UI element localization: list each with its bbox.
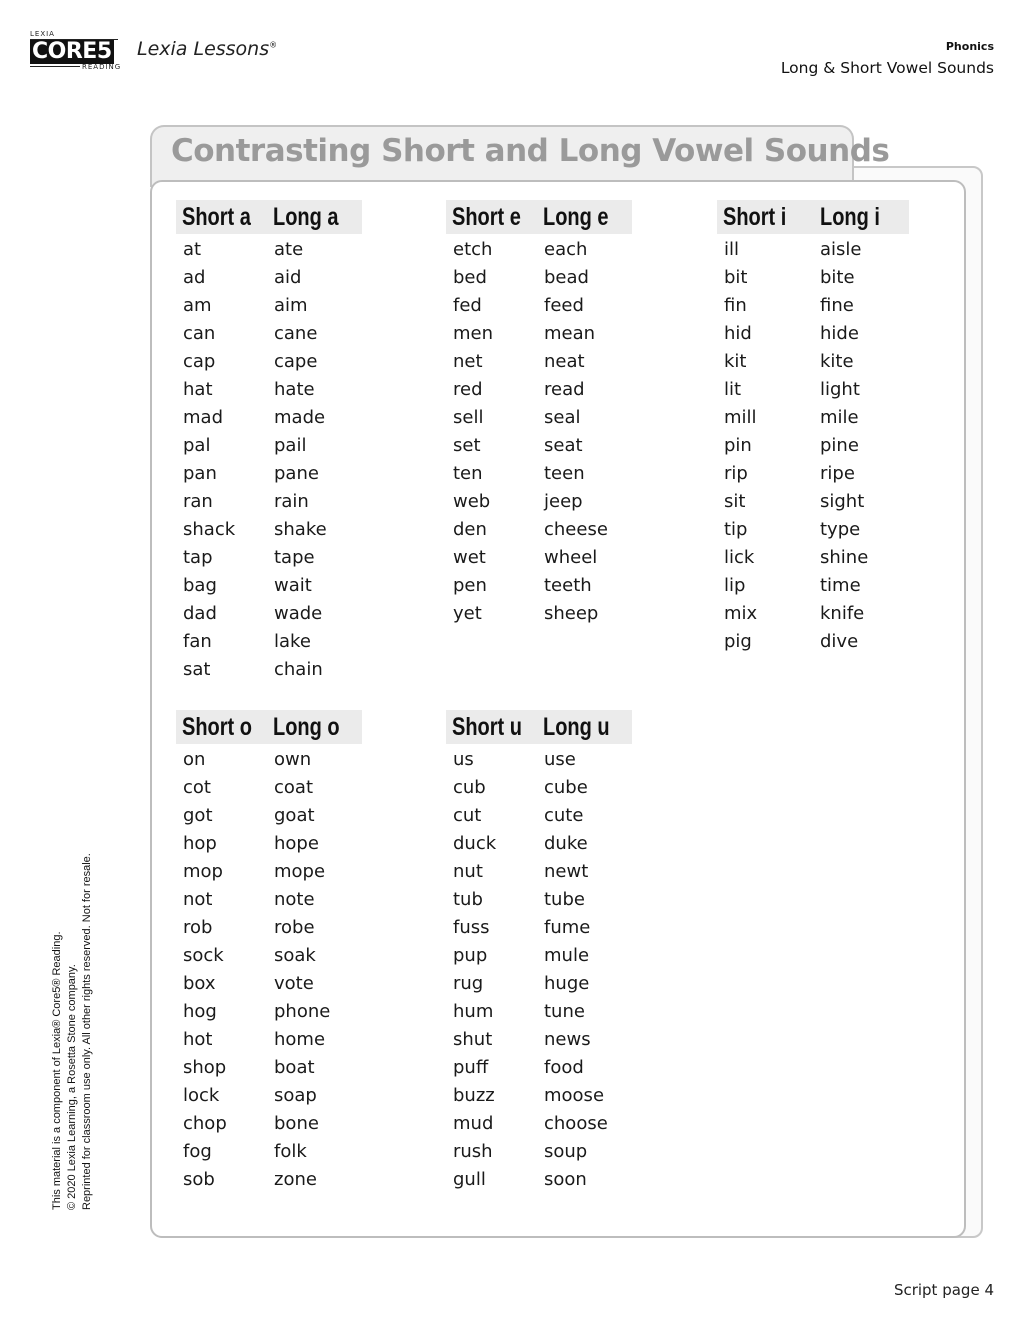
brand-name: Lexia Lessons® <box>137 38 278 60</box>
word-item: hate <box>274 379 315 400</box>
long-header: Long i <box>820 203 880 231</box>
word-item: goat <box>274 805 315 826</box>
group-header <box>717 200 909 234</box>
word-item: cute <box>544 805 584 826</box>
word-item: wade <box>274 603 323 624</box>
short-header: Short e <box>452 203 521 231</box>
short-header: Short u <box>452 713 522 741</box>
word-item: each <box>544 239 588 260</box>
word-item: shake <box>274 519 327 540</box>
word-item: mop <box>183 861 223 882</box>
word-item: hid <box>724 323 752 344</box>
word-item: cube <box>544 777 588 798</box>
word-item: feed <box>544 295 584 316</box>
page-title: Contrasting Short and Long Vowel Sounds <box>171 133 890 169</box>
word-item: sheep <box>544 603 599 624</box>
word-item: mix <box>724 603 758 624</box>
short-word-list <box>453 236 493 628</box>
word-item: fan <box>183 631 212 652</box>
group-header <box>446 710 632 744</box>
word-item: rush <box>453 1141 493 1162</box>
word-item: mule <box>544 945 590 966</box>
word-item: huge <box>544 973 590 994</box>
legal-line: This material is a component of Lexia® Core5® Reading. <box>51 931 63 1210</box>
word-item: etch <box>453 239 493 260</box>
logo-rule <box>30 66 80 67</box>
word-item: net <box>453 351 483 372</box>
word-item: teen <box>544 463 585 484</box>
word-item: ten <box>453 463 483 484</box>
word-item: not <box>183 889 213 910</box>
short-header: Short o <box>182 713 252 741</box>
word-item: own <box>274 749 312 770</box>
word-item: neat <box>544 351 585 372</box>
word-item: buzz <box>453 1085 495 1106</box>
word-item: cut <box>453 805 482 826</box>
word-item: mean <box>544 323 596 344</box>
long-header: Long o <box>273 713 340 741</box>
word-item: fume <box>544 917 591 938</box>
word-item: cot <box>183 777 211 798</box>
word-item: wheel <box>544 547 598 568</box>
word-item: sight <box>820 491 865 512</box>
header-subtitle: Long & Short Vowel Sounds <box>780 59 994 77</box>
word-item: cane <box>274 323 318 344</box>
word-item: den <box>453 519 487 540</box>
word-item: pup <box>453 945 488 966</box>
word-item: dad <box>183 603 217 624</box>
word-item: phone <box>274 1001 331 1022</box>
word-item: robe <box>274 917 315 938</box>
word-item: aim <box>274 295 308 316</box>
word-item: mile <box>820 407 859 428</box>
word-item: bead <box>544 267 589 288</box>
long-word-list <box>544 236 608 628</box>
word-item: hum <box>453 1001 494 1022</box>
word-item: read <box>544 379 585 400</box>
word-item: ad <box>183 267 206 288</box>
word-item: pine <box>820 435 859 456</box>
word-item: lake <box>274 631 311 652</box>
word-item: lip <box>724 575 746 596</box>
logo-lexia-text: LEXIA <box>30 30 55 38</box>
word-item: wet <box>453 547 486 568</box>
short-word-list <box>183 236 235 684</box>
word-item: on <box>183 749 206 770</box>
word-item: fuss <box>453 917 490 938</box>
word-item: hog <box>183 1001 217 1022</box>
word-item: duke <box>544 833 588 854</box>
word-item: made <box>274 407 326 428</box>
word-item: got <box>183 805 213 826</box>
legal-notice <box>50 853 95 1210</box>
long-header: Long a <box>273 203 339 231</box>
long-word-list <box>274 746 330 1194</box>
word-item: bone <box>274 1113 319 1134</box>
page-number: Script page 4 <box>893 1281 994 1299</box>
word-item: sell <box>453 407 484 428</box>
core5-logo <box>30 30 122 72</box>
group-header <box>446 200 632 234</box>
word-item: shut <box>453 1029 493 1050</box>
word-item: lick <box>724 547 755 568</box>
word-item: soap <box>274 1085 317 1106</box>
word-item: fog <box>183 1141 212 1162</box>
logo-core5-text: CORE5 <box>32 39 112 64</box>
word-item: boat <box>274 1057 315 1078</box>
group-header <box>176 710 362 744</box>
word-item: soak <box>274 945 316 966</box>
word-item: soup <box>544 1141 588 1162</box>
word-item: news <box>544 1029 591 1050</box>
word-item: gull <box>453 1169 486 1190</box>
long-word-list <box>544 746 608 1194</box>
word-item: zone <box>274 1169 317 1190</box>
word-item: tune <box>544 1001 585 1022</box>
word-item: fed <box>453 295 482 316</box>
word-item: can <box>183 323 216 344</box>
word-item: cape <box>274 351 318 372</box>
word-item: red <box>453 379 483 400</box>
short-word-list <box>453 746 496 1194</box>
word-item: mope <box>274 861 326 882</box>
word-item: ripe <box>820 463 855 484</box>
word-item: lit <box>724 379 742 400</box>
word-item: men <box>453 323 494 344</box>
word-item: duck <box>453 833 497 854</box>
word-item: yet <box>453 603 482 624</box>
word-item: pane <box>274 463 319 484</box>
short-header: Short a <box>182 203 251 231</box>
word-item: dive <box>820 631 859 652</box>
word-item: shine <box>820 547 869 568</box>
word-item: light <box>820 379 860 400</box>
word-item: note <box>274 889 315 910</box>
word-item: sob <box>183 1169 215 1190</box>
long-word-list <box>274 236 327 684</box>
word-item: pig <box>724 631 752 652</box>
header-category: Phonics <box>945 40 994 53</box>
word-item: rug <box>453 973 484 994</box>
word-item: kit <box>724 351 747 372</box>
word-item: bed <box>453 267 487 288</box>
short-header: Short i <box>723 203 787 231</box>
word-item: use <box>544 749 576 770</box>
legal-line: Reprinted for classroom use only. All other rights reserved. Not for resale. <box>81 853 93 1210</box>
word-item: pan <box>183 463 217 484</box>
word-item: rob <box>183 917 213 938</box>
word-item: aisle <box>820 239 862 260</box>
long-header: Long e <box>543 203 609 231</box>
word-item: fine <box>820 295 854 316</box>
word-item: am <box>183 295 212 316</box>
word-item: hat <box>183 379 213 400</box>
word-item: food <box>544 1057 584 1078</box>
word-item: time <box>820 575 861 596</box>
word-item: knife <box>820 603 865 624</box>
word-item: cub <box>453 777 486 798</box>
word-item: sat <box>183 659 211 680</box>
word-item: vote <box>274 973 314 994</box>
word-item: mill <box>724 407 757 428</box>
word-item: chain <box>274 659 323 680</box>
word-item: cap <box>183 351 216 372</box>
word-item: mad <box>183 407 223 428</box>
word-item: soon <box>544 1169 587 1190</box>
word-item: kite <box>820 351 854 372</box>
word-item: folk <box>274 1141 307 1162</box>
word-item: type <box>820 519 861 540</box>
word-item: lock <box>183 1085 220 1106</box>
word-item: mud <box>453 1113 494 1134</box>
word-item: sock <box>183 945 224 966</box>
word-item: choose <box>544 1113 608 1134</box>
word-item: us <box>453 749 474 770</box>
word-item: hop <box>183 833 217 854</box>
word-item: wait <box>274 575 312 596</box>
word-item: shop <box>183 1057 227 1078</box>
word-item: shack <box>183 519 236 540</box>
short-word-list <box>183 746 227 1194</box>
word-item: teeth <box>544 575 592 596</box>
word-item: bite <box>820 267 855 288</box>
word-item: sit <box>724 491 746 512</box>
word-item: web <box>453 491 491 512</box>
word-item: tape <box>274 547 315 568</box>
word-item: tube <box>544 889 585 910</box>
word-item: at <box>183 239 202 260</box>
logo-reading-text: READING <box>82 63 122 71</box>
word-item: bit <box>724 267 748 288</box>
word-item: ate <box>274 239 304 260</box>
word-item: aid <box>274 267 302 288</box>
word-item: home <box>274 1029 326 1050</box>
group-header <box>176 200 362 234</box>
word-item: pin <box>724 435 752 456</box>
word-item: hot <box>183 1029 213 1050</box>
word-item: ran <box>183 491 213 512</box>
word-item: pen <box>453 575 487 596</box>
word-item: seat <box>544 435 583 456</box>
word-item: ill <box>724 239 740 260</box>
word-item: seal <box>544 407 581 428</box>
long-header: Long u <box>543 713 610 741</box>
word-item: rip <box>724 463 748 484</box>
word-item: fin <box>724 295 747 316</box>
word-item: box <box>183 973 216 994</box>
word-item: tap <box>183 547 213 568</box>
word-item: puff <box>453 1057 489 1078</box>
word-item: chop <box>183 1113 227 1134</box>
word-item: cheese <box>544 519 608 540</box>
word-item: tip <box>724 519 748 540</box>
long-word-list <box>820 236 868 656</box>
word-item: tub <box>453 889 483 910</box>
word-item: coat <box>274 777 313 798</box>
short-word-list <box>724 236 757 656</box>
word-item: newt <box>544 861 589 882</box>
word-item: jeep <box>544 491 583 512</box>
word-item: hope <box>274 833 319 854</box>
legal-line: © 2020 Lexia Learning, a Rosetta Stone company. <box>66 964 78 1210</box>
word-item: pail <box>274 435 307 456</box>
word-item: bag <box>183 575 217 596</box>
word-item: pal <box>183 435 211 456</box>
word-item: moose <box>544 1085 605 1106</box>
word-item: set <box>453 435 481 456</box>
word-item: rain <box>274 491 309 512</box>
word-item: nut <box>453 861 483 882</box>
word-item: hide <box>820 323 859 344</box>
